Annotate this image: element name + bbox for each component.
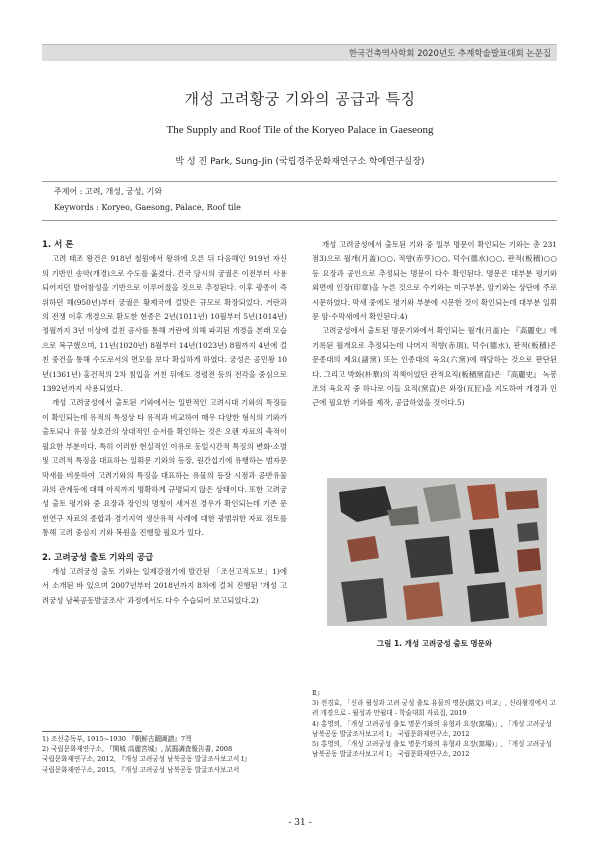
footnote: 4) 홍영의, 「개성 고려궁성 출토 명문기와의 유형과 요장(窯場)」, 「개성 고려궁성 남북공동 발굴조사보고서 Ⅰ」 국립문화재연구소, 2012: [312, 719, 552, 738]
right-paragraph: 개성 고려궁성에서 출토된 기와 중 일부 명문이 확인되는 기와는 총 231점3)으로 월개(月盖)○○, 적향(赤亨)○○, 덕수(德水)○○, 판적(板積)○○ 등 요장과 공인으로 추정되는 명문이 다수 확인된다. 명문은 대부분 평기와 외면에 인장(印章)을 누른 것으로 수키와는 미구부분, 암키와는 상단에 주로 시문하였다. 막새 중에도 평기와 부분에 시문한 것이 확인되는데 대부분 일휘문 암·수막새에서 확인된다.4): [312, 240, 557, 322]
roof-tile-fragments-illustration: [327, 478, 547, 626]
footnote: Ⅱ』: [312, 689, 324, 697]
roof-tile-photo: [327, 478, 547, 626]
paper-title-korean: 개성 고려황궁 기와의 공급과 특징: [184, 90, 416, 108]
footnote: 5) 홍영의, 「개성 고려궁성 출토 명문기와의 유형과 요장(窯場)」, 「개성 고려궁성 남북공동 발굴조사보고서 Ⅰ」 국립문화재연구소, 2012: [312, 740, 552, 759]
author-line: 박 성 진 Park, Sung-Jin (국립경주문화재연구소 학예연구실장): [175, 157, 425, 167]
footnote: 2) 국립문화재연구소, 『開城 高麗宮城』, 試掘調査報告書, 2008: [42, 745, 233, 754]
figure-caption: 그림 1. 개성 고려궁성 출토 명문와: [376, 639, 493, 648]
running-header-bar: [42, 44, 557, 61]
section-2-heading: 2. 고려궁성 출토 기와의 공급: [42, 552, 154, 563]
keywords-korean: 주제어 : 고려, 개성, 궁성, 기와: [54, 187, 163, 196]
footnotes-right: [312, 688, 557, 759]
paper-title-english: The Supply and Roof Tile of the Koryeo Palace in Gaeseong: [166, 124, 434, 136]
keywords-english: Keywords : Koryeo, Gaesong, Palace, Roof tile: [54, 203, 241, 212]
section-2-paragraph: 개성 고려궁성 출토 기와는 일제강점기에 발간된 「조선고적도보」1)에서 소개된 바 있으며 2007년부터 2018년까지 8차에 걸쳐 진행된 '개성 고려궁성 남북공동발굴조사' 과정에서도 다수 수습되어 보고되었다.2): [42, 566, 287, 605]
section-1-paragraph: 고려 태조 왕건은 918년 철원에서 왕위에 오른 뒤 다음해인 919년 자신의 기반인 송악(개경)으로 수도를 옮겼다. 건국 당시의 궁궐은 이전부터 사용되어지던 발어참성을 기반으로 이루어졌을 것으로 추정된다. 이후 광종이 즉위하던 해(950년)부터 궁궐은 황제국에 걸맞은 규모로 확장되었다. 거란과의 전쟁 이후 개경으로 환도한 현종은 2년(1011년) 10월부터 5년(1014년) 정월까지 3년 이상에 걸친 공사를 통해 거란에 의해 파괴된 개경을 본래 모습으로 복구했으며, 11년(1020년) 8월부터 14년(1023년) 8월까지 4년에 걸친 중건을 통해 수도로서의 면모를 보다 확실하게 하였다. 궁성은 공민왕 10년(1361년) 홍건적의 2차 침입을 거친 뒤에도 경령전 등의 전각을 중심으로 1392년까지 사용되었다.: [42, 254, 287, 394]
footnote: 1) 조선총독부, 1915~1930 『朝鮮古蹟圖譜』7책: [42, 735, 192, 743]
footnote: 국립문화재연구소, 2012, 『개성 고려궁성 남북공동 발굴조사보고서 Ⅰ』: [42, 755, 251, 764]
section-1-paragraph: 개성 고려궁성에서 출토된 기와에서는 일반적인 고려시대 기와의 특징들이 확인되는데 유적의 특성상 타 유적과 비교하여 매우 다양한 형식의 기와가 출토되나 유물 상호간의 상대적인 순서를 확인하는 것은 오랜 자료의 축적이 필요한 부분이다. 특히 이러한 현실적인 이유로 동일시간적 특징의 변화·소멸 및 고려적 특징을 대표하는 일휘문 기와의 등장, 원간섭기에 유행하는 범자문 막새를 비롯하여 고려기와의 특징을 대표하는 유물의 등장 시점과 공반유물과의 관계등에 대해 아직까지 명확하게 규명되지 않은 상태이다. 또한 고려궁성 출토 평기와 중 요장과 장인의 명칭이 새겨진 경우가 확인되는데 기존 문헌연구 자료의 종합과 경기지역 생산유적 사례에 대한 광범위한 자료 검토를 통해 고려 중심지 기와 복원을 진행할 필요가 있다.: [42, 398, 287, 538]
section-1-heading: 1. 서 론: [42, 240, 74, 250]
page-number: - 31 -: [288, 818, 312, 828]
running-header-text: 한국건축역사학회 2020년도 추계학술발표대회 논문집: [348, 49, 551, 59]
footnote-rule: [42, 731, 142, 732]
right-column: [312, 238, 557, 411]
keywords-box: [42, 181, 557, 221]
footnote: 3) 전경효, 「신라 월성과 고려 궁성 출토 유물의 명문(銘文) 비교」, 신라왕경에서 고려 개경으로 - 월성과 만월대 - 학술대회 자료집, 2019: [312, 699, 556, 718]
right-paragraph: 고려궁성에서 출토된 명문기와에서 확인되는 월개(月盖)는 『高麗史』에 기록된 월개요로 추정되는데 나머지 적향(赤項), 덕수(德水), 판적(板積)은 문종대의 제요(諸窯) 또는 인종대의 육요(六窯)에 해당하는 것으로 판단된다. 그리고 박화(朴華)의 직책이었던 관적요직(板積窯直)은 『高麗史』 녹봉조의 육요직 중 하나로 이들 요직(窯直)은 와장(瓦匠)을 지도하여 개경과 인근에 필요한 기와를 제작, 공급하였을 것이다.5): [312, 326, 557, 408]
footnote: 국립문화재연구소, 2015, 『개성 고려궁성 남북공동 발굴조사보고서: [42, 765, 240, 774]
footnotes-left: [42, 734, 287, 775]
left-column: [42, 238, 287, 608]
